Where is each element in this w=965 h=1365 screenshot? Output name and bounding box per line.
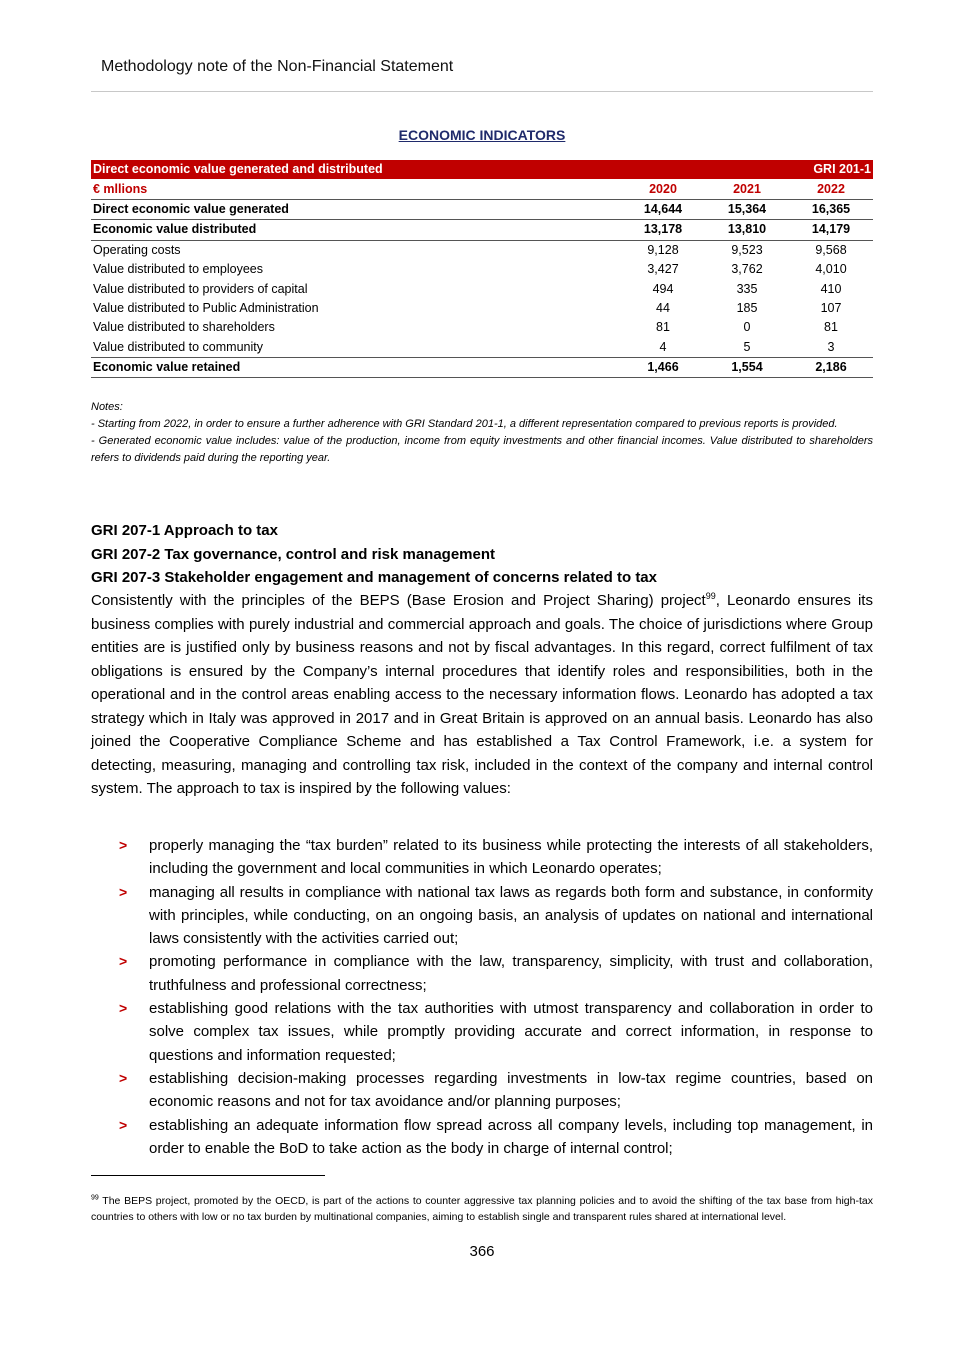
row-value: 3: [827, 339, 835, 354]
row-value: 9,568: [815, 242, 847, 257]
table-row: [91, 357, 873, 377]
header-divider: [91, 91, 873, 92]
note-item: - Starting from 2022, in order to ensure a further adherence with GRI Standard 201-1, a different representation compared to previous reports is provided.: [91, 418, 838, 430]
list-item: [91, 881, 873, 951]
footnote-divider: [91, 1175, 325, 1176]
row-label: Value distributed to employees: [93, 262, 264, 277]
row-value: 14,179: [789, 220, 873, 240]
row-value: 13,810: [705, 220, 789, 240]
table-notes: [91, 399, 873, 467]
row-value: 410: [820, 281, 842, 296]
gri-reference: GRI 201-1: [789, 160, 873, 179]
row-value: 9,128: [647, 242, 679, 257]
row-label: Value distributed to community: [93, 339, 263, 354]
footnote-reference[interactable]: 99: [705, 591, 716, 601]
row-value: 14,644: [621, 199, 705, 219]
page-number: 366: [469, 1243, 495, 1260]
list-item: [91, 997, 873, 1067]
row-value: 0: [743, 320, 751, 335]
body-paragraph: [91, 589, 873, 801]
footnote-text: The BEPS project, promoted by the OECD, is part of the actions to counter aggressive tax planning policies and to avoid the shifting of the tax base from high-tax countries to others with low or no tax burden by multinational companies, aiming to establish single and transparent rules shared at international level.: [91, 1195, 873, 1223]
list-item: [91, 834, 873, 881]
table-row: [91, 220, 873, 240]
row-label: Operating costs: [93, 242, 181, 257]
table-row: [91, 279, 873, 298]
footnote-number: 99: [91, 1194, 99, 1202]
notes-heading: Notes:: [91, 401, 123, 413]
row-value: 5: [743, 339, 751, 354]
economic-value-table: [91, 160, 873, 378]
year-header: 2020: [621, 179, 705, 199]
row-value: 107: [820, 300, 842, 315]
row-value: 335: [736, 281, 758, 296]
list-item-text: establishing good relations with the tax authorities with utmost transparency and collaboration in order to solve complex tax issues, while promptly providing accurate and correct information, in response to questions and information requested;: [149, 1000, 873, 1064]
table-units-row: [91, 179, 873, 199]
row-value: 44: [656, 300, 670, 315]
row-value: 1,554: [705, 357, 789, 377]
page-header-title: Methodology note of the Non-Financial Statement: [101, 58, 454, 75]
footnote: [91, 1194, 873, 1225]
gri-headings: [91, 519, 873, 590]
table-title-row: [91, 160, 873, 179]
row-value: 4: [659, 339, 667, 354]
row-value: 9,523: [731, 242, 763, 257]
bullet-chevron-icon: >: [119, 1116, 128, 1133]
row-value: 16,365: [789, 199, 873, 219]
row-value: 15,364: [705, 199, 789, 219]
bullet-chevron-icon: >: [119, 1069, 128, 1086]
table-row: [91, 260, 873, 279]
list-item: [91, 950, 873, 997]
section-title: ECONOMIC INDICATORS: [398, 127, 566, 143]
row-label: Value distributed to Public Administration: [93, 300, 319, 315]
row-value: 1,466: [621, 357, 705, 377]
values-list: [91, 834, 873, 1160]
row-label: Value distributed to shareholders: [93, 320, 275, 335]
bullet-chevron-icon: >: [119, 1000, 128, 1017]
row-label: Economic value retained: [91, 357, 621, 377]
table-row: [91, 299, 873, 318]
table-row: [91, 318, 873, 337]
year-header: 2021: [705, 179, 789, 199]
units-label: € mllions: [91, 179, 621, 199]
bullet-chevron-icon: >: [119, 953, 128, 970]
list-item: [91, 1114, 873, 1161]
table-title: Direct economic value generated and distributed: [91, 160, 789, 179]
gri-heading: GRI 207-1 Approach to tax: [91, 522, 278, 539]
row-value: 81: [656, 320, 670, 335]
row-label: Direct economic value generated: [91, 199, 621, 219]
body-text-rest: , Leonardo ensures its business complies with purely industrial and commercial approach and goals. The choice of jurisdictions where Group entities are is justified only by business reasons and not by fiscal advantages. In this regard, correct fulfilment of tax obligations is ensured by the Company’s internal procedures that identify roles and responsibilities, both in the operational and in the control areas enabling access to the necessary information flows. Leonardo has adopted a tax strategy which in Italy was approved in 2017 and in Great Britain is approved on an annual basis. Leonardo has also joined the Cooperative Compliance Scheme and has established a Tax Control Framework, i.e. a system for detecting, measuring, managing and controlling tax risk, included in the context of the company and internal control system. The approach to tax is inspired by the following values:: [91, 592, 873, 797]
row-value: 185: [736, 300, 758, 315]
row-value: 81: [824, 320, 838, 335]
row-value: 2,186: [789, 357, 873, 377]
row-value: 13,178: [621, 220, 705, 240]
list-item-text: promoting performance in compliance with the law, transparency, simplicity, with trust and collaboration, truthfulness and professional correctness;: [149, 953, 873, 994]
bullet-chevron-icon: >: [119, 883, 128, 900]
list-item: [91, 1067, 873, 1114]
table-row: [91, 199, 873, 219]
gri-heading: GRI 207-2 Tax governance, control and risk management: [91, 545, 496, 563]
table-row: [91, 338, 873, 358]
row-value: 3,427: [647, 262, 679, 277]
list-item-text: properly managing the “tax burden” related to its business while protecting the interests of all stakeholders, including the government and local communities in which Leonardo operates;: [149, 837, 873, 878]
row-label: Value distributed to providers of capital: [93, 281, 308, 296]
body-text-start: Consistently with the principles of the BEPS (Base Erosion and Project Sharing) project: [91, 592, 706, 609]
list-item-text: establishing an adequate information flow spread across all company levels, including top management, in order to enable the BoD to take action as the body in charge of internal control;: [149, 1116, 873, 1157]
list-item-text: managing all results in compliance with national tax laws as regards both form and substance, in conformity with principles, while conducting, on an ongoing basis, an analysis of updates on national and international laws consistently with the activities carried out;: [149, 883, 873, 948]
row-value: 3,762: [731, 262, 763, 277]
row-value: 494: [652, 281, 674, 296]
gri-heading: GRI 207-3 Stakeholder engagement and management of concerns related to tax: [91, 569, 657, 586]
bullet-chevron-icon: >: [119, 837, 128, 853]
table-row: [91, 240, 873, 260]
year-header: 2022: [789, 179, 873, 199]
row-value: 4,010: [815, 262, 847, 277]
list-item-text: establishing decision-making processes regarding investments in low-tax regime countries, based on economic reasons and not for tax avoidance and/or planning purposes;: [149, 1069, 873, 1111]
row-label: Economic value distributed: [91, 220, 621, 240]
note-item: - Generated economic value includes: value of the production, income from equity investments and other financial incomes. Value distributed to shareholders refers to dividends paid during the reporting year.: [91, 435, 873, 464]
